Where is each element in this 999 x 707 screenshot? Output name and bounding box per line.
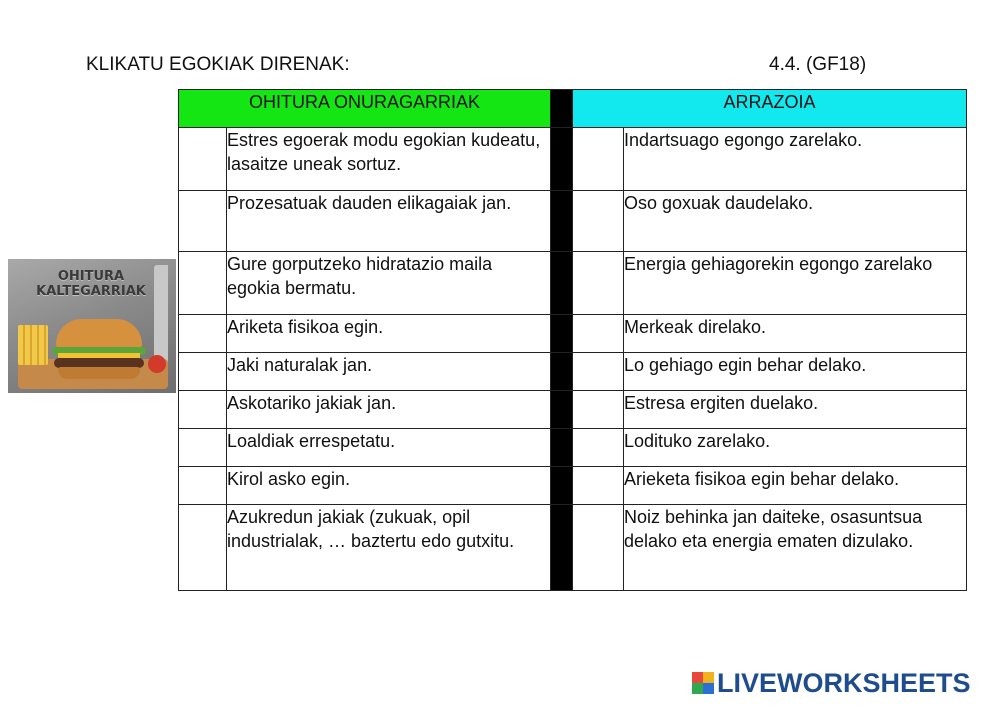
reason-text: Lodituko zarelako. (624, 431, 771, 451)
table-row (179, 429, 967, 467)
reason-checkbox-2[interactable] (573, 191, 624, 252)
reason-cell (624, 191, 967, 252)
habit-cell (227, 191, 551, 252)
reason-cell (624, 467, 967, 505)
habit-checkbox-6[interactable] (179, 391, 227, 429)
reason-cell (624, 505, 967, 591)
reason-cell (624, 315, 967, 353)
habit-checkbox-4[interactable] (179, 315, 227, 353)
reason-checkbox-1[interactable] (573, 128, 624, 191)
table-row (179, 467, 967, 505)
reason-checkbox-7[interactable] (573, 429, 624, 467)
column-separator (551, 90, 573, 128)
reason-checkbox-3[interactable] (573, 252, 624, 315)
habit-cell (227, 467, 551, 505)
habit-checkbox-3[interactable] (179, 252, 227, 315)
column-separator (551, 353, 573, 391)
reason-text: Oso goxuak daudelako. (624, 193, 814, 213)
habit-checkbox-8[interactable] (179, 467, 227, 505)
habit-checkbox-2[interactable] (179, 191, 227, 252)
column-separator (551, 429, 573, 467)
reason-cell (624, 391, 967, 429)
table-row (179, 505, 967, 591)
reason-checkbox-5[interactable] (573, 353, 624, 391)
reason-cell (624, 128, 967, 191)
reason-text: Arieketa fisikoa egin behar delako. (624, 469, 900, 489)
table-row (179, 128, 967, 191)
harmful-habits-image (8, 259, 176, 393)
reason-checkbox-6[interactable] (573, 391, 624, 429)
table-row (179, 315, 967, 353)
reason-checkbox-9[interactable] (573, 505, 624, 591)
habit-text: Jaki naturalak jan. (227, 355, 373, 375)
burger-illustration (56, 319, 142, 349)
habit-text: Askotariko jakiak jan. (227, 393, 397, 413)
table-row (179, 391, 967, 429)
logo-mark-icon (692, 672, 714, 694)
column-separator (551, 391, 573, 429)
column-separator (551, 252, 573, 315)
header-beneficial-habits: OHITURA ONURAGARRIAK (179, 90, 551, 128)
habit-text: Loaldiak errespetatu. (227, 431, 396, 451)
habit-text: Gure gorputzeko hidratazio maila egokia bermatu. (227, 254, 493, 298)
reason-cell (624, 252, 967, 315)
habit-text: Azukredun jakiak (zukuak, opil industrialak, … baztertu edo gutxitu. (227, 507, 515, 551)
habit-cell (227, 391, 551, 429)
habit-cell (227, 505, 551, 591)
worksheet-instruction: KLIKATU EGOKIAK DIRENAK: (86, 54, 350, 75)
table-row (179, 191, 967, 252)
habit-checkbox-1[interactable] (179, 128, 227, 191)
habit-checkbox-5[interactable] (179, 353, 227, 391)
sticker-label: OHITURA KALTEGARRIAK (36, 269, 146, 299)
reason-text: Energia gehiagorekin egongo zarelako (624, 254, 933, 274)
column-separator (551, 191, 573, 252)
habit-text: Kirol asko egin. (227, 469, 351, 489)
reason-cell (624, 429, 967, 467)
header-reason: ARRAZOIA (573, 90, 967, 128)
habit-checkbox-7[interactable] (179, 429, 227, 467)
reason-text: Indartsuago egongo zarelako. (624, 130, 863, 150)
column-separator (551, 467, 573, 505)
reason-text: Estresa ergiten duelako. (624, 393, 819, 413)
habits-table (178, 89, 967, 591)
habit-cell (227, 252, 551, 315)
habit-text: Ariketa fisikoa egin. (227, 317, 384, 337)
habit-cell (227, 128, 551, 191)
table-row (179, 252, 967, 315)
habit-cell (227, 353, 551, 391)
liveworksheets-logo: LIVEWORKSHEETS (692, 668, 971, 698)
column-separator (551, 505, 573, 591)
reason-text: Merkeak direlako. (624, 317, 767, 337)
reason-text: Lo gehiago egin behar delako. (624, 355, 867, 375)
fries-illustration (18, 325, 48, 365)
table-row (179, 353, 967, 391)
habit-cell (227, 429, 551, 467)
habit-text: Prozesatuak dauden elikagaiak jan. (227, 193, 512, 213)
reason-checkbox-8[interactable] (573, 467, 624, 505)
worksheet-code: 4.4. (GF18) (769, 54, 867, 75)
reason-cell (624, 353, 967, 391)
reason-checkbox-4[interactable] (573, 315, 624, 353)
habit-cell (227, 315, 551, 353)
column-separator (551, 128, 573, 191)
habit-text: Estres egoerak modu egokian kudeatu, lasaitze uneak sortuz. (227, 130, 541, 174)
column-separator (551, 315, 573, 353)
habit-checkbox-9[interactable] (179, 505, 227, 591)
reason-text: Noiz behinka jan daiteke, osasuntsua delako eta energia ematen dizulako. (624, 507, 923, 551)
